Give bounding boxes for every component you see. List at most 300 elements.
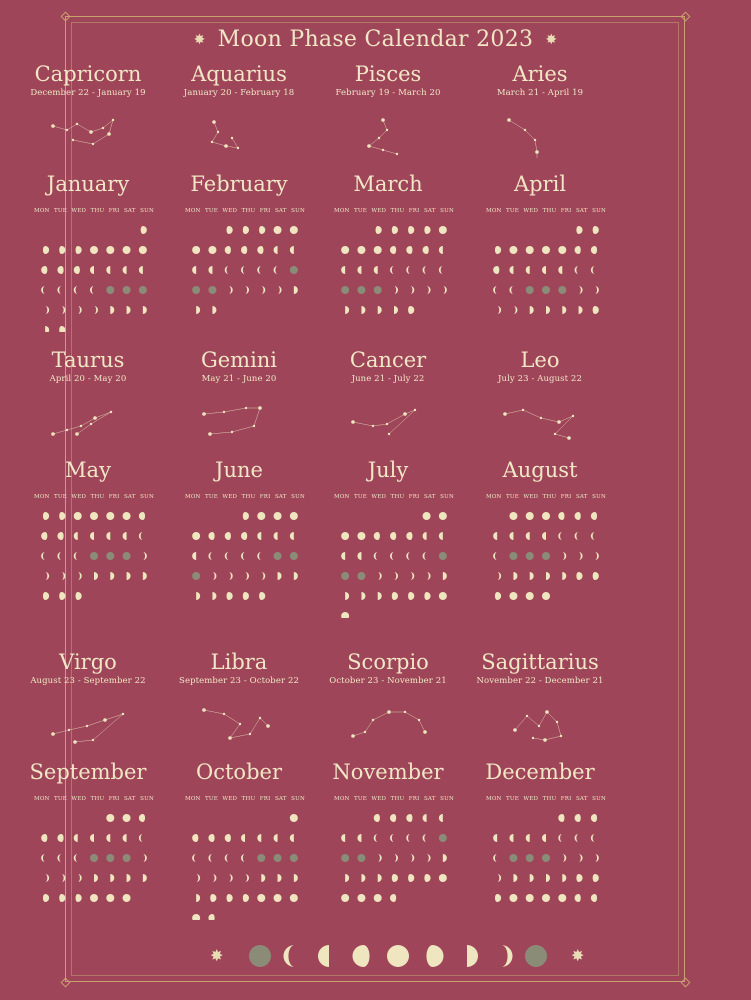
waning-crescent-icon xyxy=(575,266,579,274)
new-moon-icon xyxy=(357,854,365,862)
waning-crescent-icon xyxy=(591,834,595,842)
waxing-crescent-icon xyxy=(443,286,447,294)
star-icon xyxy=(545,710,549,714)
waning-gibbous-icon xyxy=(57,834,63,842)
waxing-crescent-icon xyxy=(497,306,501,314)
month-panel-november xyxy=(313,652,463,932)
star-icon xyxy=(378,137,380,139)
weekday-label: SUN xyxy=(140,494,154,500)
month-panel-october xyxy=(164,652,314,932)
weekday-label: WED xyxy=(523,494,539,500)
full-moon-icon xyxy=(374,246,382,254)
star-icon xyxy=(386,423,388,425)
weekday-label: SUN xyxy=(291,796,305,802)
waxing-crescent-icon xyxy=(245,572,249,580)
month-name: June xyxy=(215,458,263,482)
waning-crescent-icon xyxy=(241,266,245,274)
star-icon xyxy=(202,412,206,416)
waxing-crescent-icon xyxy=(378,572,382,580)
waning-crescent-icon xyxy=(575,834,579,842)
star-icon xyxy=(554,433,556,435)
first-quarter-icon xyxy=(513,572,517,580)
weekday-header xyxy=(486,208,606,214)
waxing-gibbous-icon xyxy=(227,592,233,600)
waning-crescent-icon xyxy=(241,854,245,862)
star-icon xyxy=(414,409,416,411)
weekday-header xyxy=(34,208,154,214)
full-moon-icon xyxy=(357,532,365,540)
sparkle-icon: ✸ xyxy=(193,32,206,48)
full-moon-icon xyxy=(123,512,131,520)
last-quarter-icon xyxy=(257,834,261,842)
moon-phase-grid xyxy=(188,508,302,618)
zodiac-sign-name: Cancer xyxy=(349,348,427,372)
month-panel-july xyxy=(313,350,463,630)
waxing-gibbous-icon xyxy=(495,894,501,902)
month-panel-january xyxy=(13,64,163,344)
waxing-gibbous-icon xyxy=(392,592,398,600)
last-quarter-icon xyxy=(123,834,127,842)
last-quarter-icon xyxy=(357,266,361,274)
first-quarter-icon xyxy=(378,592,382,600)
waxing-crescent-icon xyxy=(579,286,583,294)
first-quarter-icon xyxy=(212,592,216,600)
full-moon-icon xyxy=(558,246,566,254)
new-moon-icon xyxy=(509,552,517,560)
first-quarter-icon xyxy=(110,306,114,314)
weekday-label: THU xyxy=(542,494,557,500)
weekday-label: SUN xyxy=(440,208,454,214)
star-icon xyxy=(532,737,534,739)
weekday-label: FRI xyxy=(560,494,572,500)
last-quarter-icon xyxy=(439,246,443,254)
weekday-label: SUN xyxy=(291,494,305,500)
first-quarter-icon xyxy=(513,874,517,882)
last-quarter-icon xyxy=(493,834,497,842)
star-icon xyxy=(557,420,561,424)
waning-crescent-icon xyxy=(139,834,143,842)
star-icon xyxy=(524,129,526,131)
star-icon xyxy=(543,738,547,742)
waning-gibbous-icon xyxy=(257,246,263,254)
star-icon xyxy=(86,725,88,727)
full-moon-icon xyxy=(439,874,447,882)
star-icon xyxy=(538,725,540,727)
waxing-gibbous-icon xyxy=(59,894,65,902)
star-icon xyxy=(367,144,371,148)
waxing-crescent-icon xyxy=(410,572,414,580)
constellation-icon xyxy=(33,702,143,746)
first-quarter-icon xyxy=(562,874,566,882)
waning-gibbous-icon xyxy=(558,814,564,822)
full-moon-icon xyxy=(558,894,566,902)
new-moon-icon xyxy=(341,854,349,862)
full-moon-icon xyxy=(526,592,534,600)
star-icon xyxy=(404,711,406,713)
weekday-label: SUN xyxy=(440,796,454,802)
full-moon-icon xyxy=(526,512,534,520)
waning-gibbous-icon xyxy=(241,246,247,254)
waning-crescent-icon xyxy=(423,266,427,274)
star-icon xyxy=(80,425,82,427)
full-moon-icon xyxy=(274,894,282,902)
full-moon-icon xyxy=(509,894,517,902)
new-moon-icon xyxy=(526,854,534,862)
waxing-gibbous-icon xyxy=(259,592,265,600)
waning-gibbous-icon xyxy=(575,246,581,254)
waning-crescent-icon xyxy=(390,834,394,842)
last-quarter-icon xyxy=(467,945,478,967)
month-panel-february xyxy=(164,64,314,344)
weekday-label: TUE xyxy=(54,494,67,500)
first-quarter-icon xyxy=(318,945,329,967)
new-moon-icon xyxy=(542,854,550,862)
last-quarter-icon xyxy=(139,266,143,274)
waxing-crescent-icon xyxy=(212,572,216,580)
weekday-label: FRI xyxy=(408,494,420,500)
last-quarter-icon xyxy=(90,266,94,274)
new-moon-icon xyxy=(274,552,282,560)
first-quarter-icon xyxy=(394,306,398,314)
star-icon xyxy=(51,124,55,128)
full-moon-icon xyxy=(274,226,282,234)
waxing-gibbous-icon xyxy=(141,226,147,234)
full-moon-icon xyxy=(123,814,131,822)
star-icon xyxy=(258,406,262,410)
waning-gibbous-icon xyxy=(57,532,63,540)
month-name: May xyxy=(65,458,111,482)
waxing-crescent-icon xyxy=(245,874,249,882)
weekday-label: FRI xyxy=(560,208,572,214)
waxing-gibbous-icon xyxy=(76,592,82,600)
first-quarter-icon xyxy=(45,326,49,332)
waxing-crescent-icon xyxy=(61,572,65,580)
waning-gibbous-icon xyxy=(139,814,145,822)
weekday-label: THU xyxy=(390,796,405,802)
moon-phase-grid xyxy=(489,508,603,618)
month-name: September xyxy=(29,760,147,784)
sparkle-icon: ✸ xyxy=(571,946,585,965)
weekday-label: MON xyxy=(334,796,350,802)
waning-crescent-icon xyxy=(374,834,378,842)
last-quarter-icon xyxy=(106,532,110,540)
waning-gibbous-icon xyxy=(225,834,231,842)
last-quarter-icon xyxy=(357,552,361,560)
new-moon-icon xyxy=(249,945,271,967)
star-icon xyxy=(239,723,241,725)
full-moon-icon xyxy=(542,512,550,520)
full-moon-icon xyxy=(290,512,298,520)
waxing-gibbous-icon xyxy=(593,874,599,882)
new-moon-icon xyxy=(526,286,534,294)
weekday-label: FRI xyxy=(108,494,120,500)
zodiac-date-range: May 21 - June 20 xyxy=(201,374,277,384)
new-moon-icon xyxy=(357,286,365,294)
last-quarter-icon xyxy=(208,266,212,274)
weekday-label: MON xyxy=(34,494,50,500)
first-quarter-icon xyxy=(345,592,349,600)
weekday-label: FRI xyxy=(259,494,271,500)
waning-gibbous-icon xyxy=(406,532,412,540)
star-icon xyxy=(208,432,212,436)
zodiac-date-range: March 21 - April 19 xyxy=(496,88,584,98)
waning-gibbous-icon xyxy=(41,532,47,540)
weekday-label: WED xyxy=(71,208,87,214)
star-icon xyxy=(237,147,239,149)
waning-crescent-icon xyxy=(591,532,595,540)
waxing-gibbous-icon xyxy=(227,894,233,902)
weekday-label: SUN xyxy=(140,208,154,214)
first-quarter-icon xyxy=(143,572,147,580)
last-quarter-icon xyxy=(290,532,294,540)
star-icon xyxy=(351,734,355,738)
weekday-label: SAT xyxy=(274,208,287,214)
waxing-crescent-icon xyxy=(394,572,398,580)
first-quarter-icon xyxy=(110,874,114,882)
first-quarter-icon xyxy=(546,306,550,314)
last-quarter-icon xyxy=(192,552,196,560)
first-quarter-icon xyxy=(294,572,298,580)
zodiac-date-range: February 19 - March 20 xyxy=(335,88,441,98)
star-icon xyxy=(51,432,55,436)
full-moon-icon xyxy=(357,894,365,902)
sparkle-icon: ✸ xyxy=(210,946,224,965)
star-icon xyxy=(228,736,232,740)
weekday-label: FRI xyxy=(108,208,120,214)
new-moon-icon xyxy=(374,286,382,294)
star-icon xyxy=(92,739,94,741)
full-moon-icon xyxy=(439,226,447,234)
new-moon-icon xyxy=(106,552,114,560)
weekday-label: THU xyxy=(241,494,256,500)
first-quarter-icon xyxy=(294,874,298,882)
weekday-label: FRI xyxy=(259,796,271,802)
last-quarter-icon xyxy=(341,552,345,560)
star-icon xyxy=(403,412,407,416)
waning-crescent-icon xyxy=(90,286,94,294)
weekday-label: TUE xyxy=(54,208,67,214)
weekday-header xyxy=(185,208,305,214)
waxing-gibbous-icon xyxy=(43,246,49,254)
star-icon xyxy=(231,431,233,433)
waxing-crescent-icon xyxy=(229,286,233,294)
full-moon-icon xyxy=(509,512,517,520)
weekday-header xyxy=(334,494,454,500)
waning-crescent-icon xyxy=(225,854,229,862)
moon-phase-grid xyxy=(337,222,451,332)
first-quarter-icon xyxy=(196,592,200,600)
new-moon-icon xyxy=(90,552,98,560)
zodiac-date-range: October 23 - November 21 xyxy=(329,676,447,686)
first-quarter-icon xyxy=(261,874,265,882)
waning-crescent-icon xyxy=(192,854,196,862)
zodiac-sign-name: Capricorn xyxy=(34,62,142,86)
constellation-icon xyxy=(485,702,595,746)
star-icon xyxy=(423,730,427,734)
full-moon-icon xyxy=(341,246,349,254)
waning-gibbous-icon xyxy=(41,266,47,274)
waxing-gibbous-icon xyxy=(392,874,398,882)
star-icon xyxy=(211,141,213,143)
month-panel-december xyxy=(465,652,615,932)
waning-gibbous-icon xyxy=(406,814,412,822)
new-moon-icon xyxy=(274,854,282,862)
weekday-label: WED xyxy=(222,208,238,214)
waning-gibbous-icon xyxy=(575,512,581,520)
new-moon-icon xyxy=(290,266,298,274)
month-panel-may xyxy=(13,350,163,630)
full-moon-icon xyxy=(439,512,447,520)
waxing-crescent-icon xyxy=(595,552,599,560)
waning-crescent-icon xyxy=(591,266,595,274)
waxing-gibbous-icon xyxy=(424,874,430,882)
zodiac-sign-name: Gemini xyxy=(200,348,278,372)
star-icon xyxy=(103,718,107,722)
weekday-label: TUE xyxy=(506,208,519,214)
month-panel-august xyxy=(465,350,615,630)
star-icon xyxy=(364,731,366,733)
waning-crescent-icon xyxy=(74,286,78,294)
last-quarter-icon xyxy=(123,532,127,540)
full-moon-icon xyxy=(290,814,298,822)
waxing-gibbous-icon xyxy=(243,512,249,520)
star-icon xyxy=(526,715,528,717)
star-icon xyxy=(266,724,270,728)
weekday-label: THU xyxy=(542,796,557,802)
full-moon-icon xyxy=(192,532,200,540)
moon-phase-grid xyxy=(337,810,451,920)
waning-crescent-icon xyxy=(208,854,212,862)
star-icon xyxy=(107,132,111,136)
star-icon xyxy=(231,137,233,139)
full-moon-icon xyxy=(509,246,517,254)
new-moon-icon xyxy=(542,552,550,560)
waning-crescent-icon xyxy=(509,286,513,294)
waning-gibbous-icon xyxy=(225,246,231,254)
first-quarter-icon xyxy=(143,306,147,314)
full-moon-icon xyxy=(106,512,114,520)
first-quarter-icon xyxy=(278,874,282,882)
waning-crescent-icon xyxy=(74,854,78,862)
new-moon-icon xyxy=(208,286,216,294)
last-quarter-icon xyxy=(542,266,546,274)
constellation-icon xyxy=(333,114,443,158)
new-moon-icon xyxy=(106,286,114,294)
full-moon-icon xyxy=(90,246,98,254)
weekday-label: SAT xyxy=(423,208,436,214)
zodiac-sign-name: Scorpio xyxy=(347,650,429,674)
first-quarter-icon xyxy=(546,572,550,580)
sparkle-icon: ✸ xyxy=(545,32,558,48)
calendar-title xyxy=(0,27,751,52)
waning-gibbous-icon xyxy=(41,834,47,842)
weekday-label: TUE xyxy=(506,494,519,500)
weekday-label: WED xyxy=(222,494,238,500)
new-moon-icon xyxy=(123,286,131,294)
weekday-label: MON xyxy=(486,796,502,802)
weekday-label: SUN xyxy=(592,494,606,500)
weekday-label: THU xyxy=(542,208,557,214)
weekday-label: SAT xyxy=(274,796,287,802)
star-icon xyxy=(102,127,104,129)
waning-crescent-icon xyxy=(41,552,45,560)
last-quarter-icon xyxy=(74,834,78,842)
weekday-label: SAT xyxy=(123,208,136,214)
moon-phase-grid xyxy=(489,222,603,332)
waxing-crescent-icon xyxy=(196,874,200,882)
waning-gibbous-icon xyxy=(591,512,597,520)
weekday-label: SAT xyxy=(423,796,436,802)
waning-gibbous-icon xyxy=(139,512,145,520)
full-moon-icon xyxy=(192,246,200,254)
star-icon xyxy=(396,153,398,155)
weekday-label: FRI xyxy=(259,208,271,214)
star-icon xyxy=(112,119,114,121)
waxing-gibbous-icon xyxy=(59,246,65,254)
month-name: November xyxy=(332,760,444,784)
waxing-gibbous-icon xyxy=(243,894,249,902)
month-name: January xyxy=(46,172,130,196)
full-moon-icon xyxy=(257,894,265,902)
star-icon xyxy=(72,139,74,141)
constellation-icon xyxy=(33,400,143,444)
waxing-crescent-icon xyxy=(513,306,517,314)
waxing-gibbous-icon xyxy=(59,592,65,600)
waxing-gibbous-icon xyxy=(243,226,249,234)
waxing-gibbous-icon xyxy=(593,306,599,314)
star-icon xyxy=(253,425,255,427)
star-icon xyxy=(503,412,507,416)
first-quarter-icon xyxy=(94,874,98,882)
weekday-label: SUN xyxy=(140,796,154,802)
weekday-label: MON xyxy=(185,208,201,214)
first-quarter-icon xyxy=(361,592,365,600)
last-quarter-icon xyxy=(526,834,530,842)
waning-crescent-icon xyxy=(57,854,61,862)
first-quarter-icon xyxy=(443,854,447,862)
first-quarter-icon xyxy=(562,572,566,580)
last-quarter-icon xyxy=(526,266,530,274)
weekday-label: WED xyxy=(222,796,238,802)
star-icon xyxy=(245,407,247,409)
last-quarter-icon xyxy=(509,834,513,842)
weekday-label: SAT xyxy=(575,208,588,214)
weekday-header xyxy=(334,208,454,214)
waxing-gibbous-icon xyxy=(576,572,582,580)
waning-gibbous-icon xyxy=(241,532,247,540)
waning-crescent-icon xyxy=(493,854,497,862)
last-quarter-icon xyxy=(290,834,294,842)
waxing-crescent-icon xyxy=(284,945,295,967)
zodiac-sign-name: Taurus xyxy=(51,348,125,372)
waning-crescent-icon xyxy=(257,552,261,560)
waning-crescent-icon xyxy=(208,552,212,560)
star-icon xyxy=(540,417,542,419)
constellation-icon xyxy=(184,114,294,158)
waxing-gibbous-icon xyxy=(259,226,265,234)
new-moon-icon xyxy=(439,552,447,560)
star-icon xyxy=(66,129,68,131)
star-icon xyxy=(388,433,390,435)
full-moon-icon xyxy=(106,894,114,902)
weekday-label: SAT xyxy=(274,494,287,500)
waxing-crescent-icon xyxy=(497,572,501,580)
waxing-crescent-icon xyxy=(562,854,566,862)
weekday-label: MON xyxy=(185,796,201,802)
star-icon xyxy=(249,733,251,735)
last-quarter-icon xyxy=(374,266,378,274)
star-icon xyxy=(507,118,511,122)
